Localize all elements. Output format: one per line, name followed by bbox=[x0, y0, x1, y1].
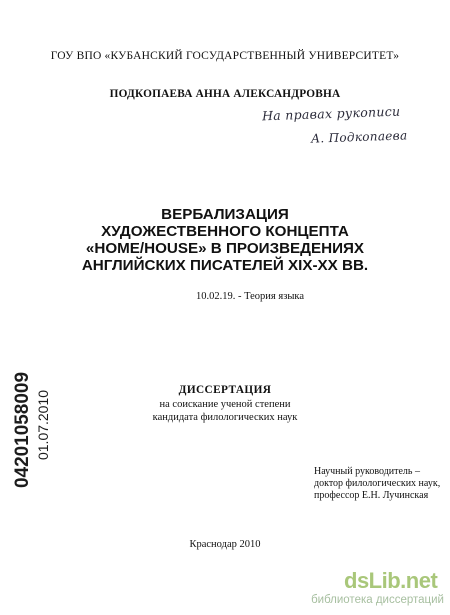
library-stamp bbox=[6, 370, 52, 490]
supervisor-line-3: профессор Е.Н. Лучинская bbox=[314, 490, 429, 501]
author-name: ПОДКОПАЕВА АННА АЛЕКСАНДРОВНА bbox=[109, 88, 341, 100]
supervisor-line-1: Научный руководитель – bbox=[314, 466, 420, 477]
dslib-watermark[interactable] bbox=[311, 566, 446, 612]
specialty-code: 10.02.19. - Теория языка bbox=[196, 291, 305, 302]
institution-header: ГОУ ВПО «КУБАНСКИЙ ГОСУДАРСТВЕННЫЙ УНИВЕРСИТЕТ» bbox=[50, 50, 400, 62]
dissertation-heading: ДИССЕРТАЦИЯ bbox=[178, 384, 272, 396]
degree-line-2: кандидата филологических наук bbox=[152, 412, 298, 423]
handwritten-signature: А. Подкопаева bbox=[310, 128, 408, 146]
stamp-graphic bbox=[6, 370, 52, 490]
title-line-2: ХУДОЖЕСТВЕННОГО КОНЦЕПТА bbox=[101, 223, 349, 240]
handwritten-note: На правах рукописи bbox=[261, 103, 401, 124]
watermark-logo[interactable]: dsLib.net bbox=[344, 568, 438, 593]
degree-line-1: на соискание ученой степени bbox=[159, 399, 291, 410]
stamp-date: 01.07.2010 bbox=[35, 389, 51, 460]
city-year: Краснодар 2010 bbox=[189, 539, 261, 550]
watermark-caption: библиотека диссертаций bbox=[311, 594, 444, 606]
degree-subtitle bbox=[0, 398, 450, 424]
supervisor-line-2: доктор филологических наук, bbox=[314, 478, 441, 489]
stamp-number: 04201058009 bbox=[12, 371, 33, 488]
title-line-1: ВЕРБАЛИЗАЦИЯ bbox=[161, 206, 289, 223]
title-line-3: «HOME/HOUSE» В ПРОИЗВЕДЕНИЯХ bbox=[85, 240, 365, 257]
dissertation-title bbox=[0, 206, 450, 274]
title-line-4: АНГЛИЙСКИХ ПИСАТЕЛЕЙ XIX-XX ВВ. bbox=[81, 257, 369, 274]
supervisor-block bbox=[314, 466, 440, 502]
